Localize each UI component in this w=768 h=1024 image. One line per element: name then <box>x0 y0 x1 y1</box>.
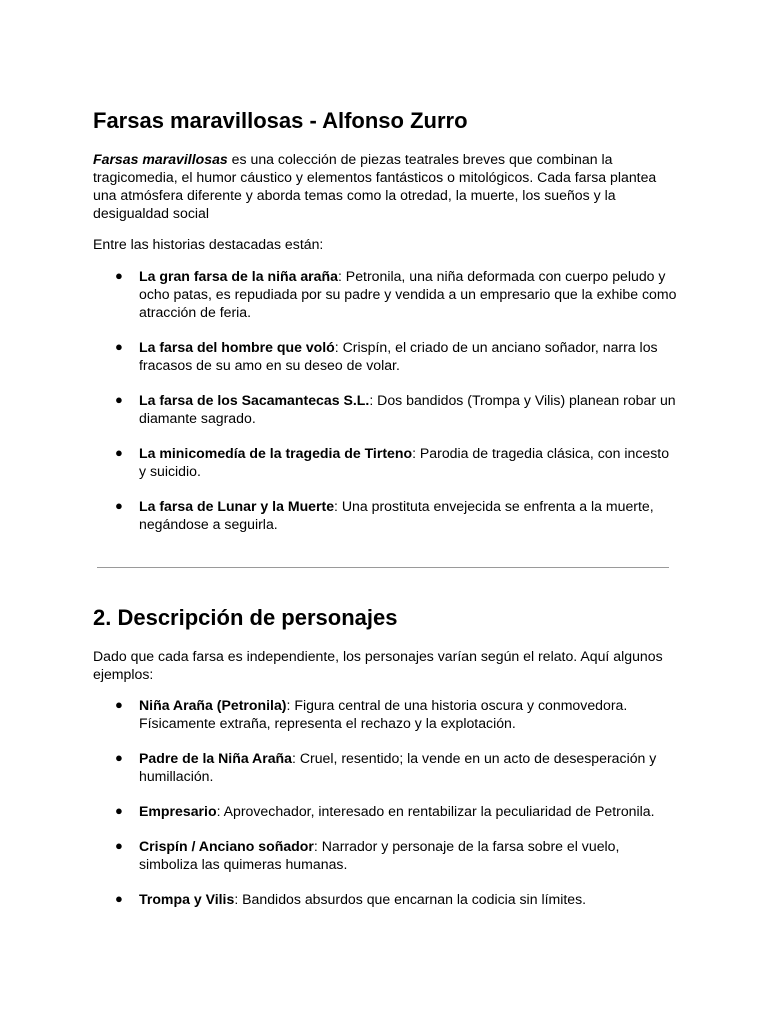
list-item-term: La farsa de los Sacamantecas S.L. <box>139 392 370 408</box>
list-item <box>93 267 678 321</box>
bullet-icon: ● <box>115 750 123 765</box>
list-item-desc: : Parodia de tragedia clásica, con incesto y suicidio. <box>139 445 670 479</box>
bullet-icon: ● <box>115 392 123 407</box>
stories-list <box>93 267 678 550</box>
bullet-icon: ● <box>115 697 123 712</box>
list-item <box>93 444 678 480</box>
list-item-term: La gran farsa de la niña araña <box>139 268 338 284</box>
list-item-desc: : Petronila, una niña deformada con cuerpo peludo y ocho patas, es repudiada por su padre y vendida a un empresario que la exhibe como atracción de feria. <box>139 268 677 320</box>
list-item-term: Empresario <box>139 803 217 819</box>
list-item-desc: : Una prostituta envejecida se enfrenta a la muerte, negándose a seguirla. <box>139 498 654 532</box>
list-item-desc: : Narrador y personaje de la farsa sobre el vuelo, simboliza las quimeras humanas. <box>139 838 620 872</box>
list-item-term: La farsa de Lunar y la Muerte <box>139 498 335 514</box>
list-item-desc: : Crispín, el criado de un anciano soñador, narra los fracasos de su amo en su deseo de volar. <box>139 339 658 373</box>
bullet-icon: ● <box>115 498 123 513</box>
section-divider <box>97 567 669 568</box>
bullet-icon: ● <box>115 339 123 354</box>
list-item-term: Padre de la Niña Araña <box>139 750 293 766</box>
characters-list <box>93 696 678 925</box>
intro-text: es una colección de piezas teatrales breves que combinan la tragicomedia, el humor cáustico y elementos fantásticos o mitológicos. Cada farsa plantea una atmósfera diferente y aborda temas como la otredad, la muerte, los sueños y la desigualdad social <box>93 151 657 221</box>
list-item <box>93 802 678 820</box>
list-item-desc: : Dos bandidos (Trompa y Vilis) planean robar un diamante sagrado. <box>139 392 676 426</box>
list-item <box>93 338 678 374</box>
list-item-term: La minicomedía de la tragedia de Tirteno <box>139 445 413 461</box>
bullet-icon: ● <box>115 445 123 460</box>
section-title: Farsas maravillosas - Alfonso Zurro <box>93 108 468 133</box>
characters-lead: Dado que cada farsa es independiente, los personajes varían según el relato. Aquí algunos ejemplos: <box>93 648 663 682</box>
list-item-desc: : Bandidos absurdos que encarnan la codicia sin límites. <box>234 891 587 907</box>
bullet-icon: ● <box>115 268 123 283</box>
list-item-desc: : Aprovechador, interesado en rentabilizar la peculiaridad de Petronila. <box>216 803 655 819</box>
list-item <box>93 749 678 785</box>
stories-lead: Entre las historias destacadas están: <box>93 236 324 252</box>
intro-book-title: Farsas maravillosas <box>93 151 228 167</box>
list-item-term: Crispín / Anciano soñador <box>139 838 314 854</box>
list-item-desc: : Figura central de una historia oscura y conmovedora. Físicamente extraña, representa el rechazo y la explotación. <box>139 697 628 731</box>
list-item-term: Trompa y Vilis <box>139 891 235 907</box>
list-item <box>93 391 678 427</box>
list-item <box>93 696 678 732</box>
list-item <box>93 497 678 533</box>
list-item-term: Niña Araña (Petronila) <box>139 697 287 713</box>
list-item <box>93 890 678 908</box>
bullet-icon: ● <box>115 803 123 818</box>
intro-paragraph <box>93 150 678 222</box>
section-title: 2. Descripción de personajes <box>93 605 398 630</box>
bullet-icon: ● <box>115 891 123 906</box>
bullet-icon: ● <box>115 838 123 853</box>
list-item-term: La farsa del hombre que voló <box>139 339 335 355</box>
list-item-desc: : Cruel, resentido; la vende en un acto de desesperación y humillación. <box>139 750 657 784</box>
list-item <box>93 837 678 873</box>
